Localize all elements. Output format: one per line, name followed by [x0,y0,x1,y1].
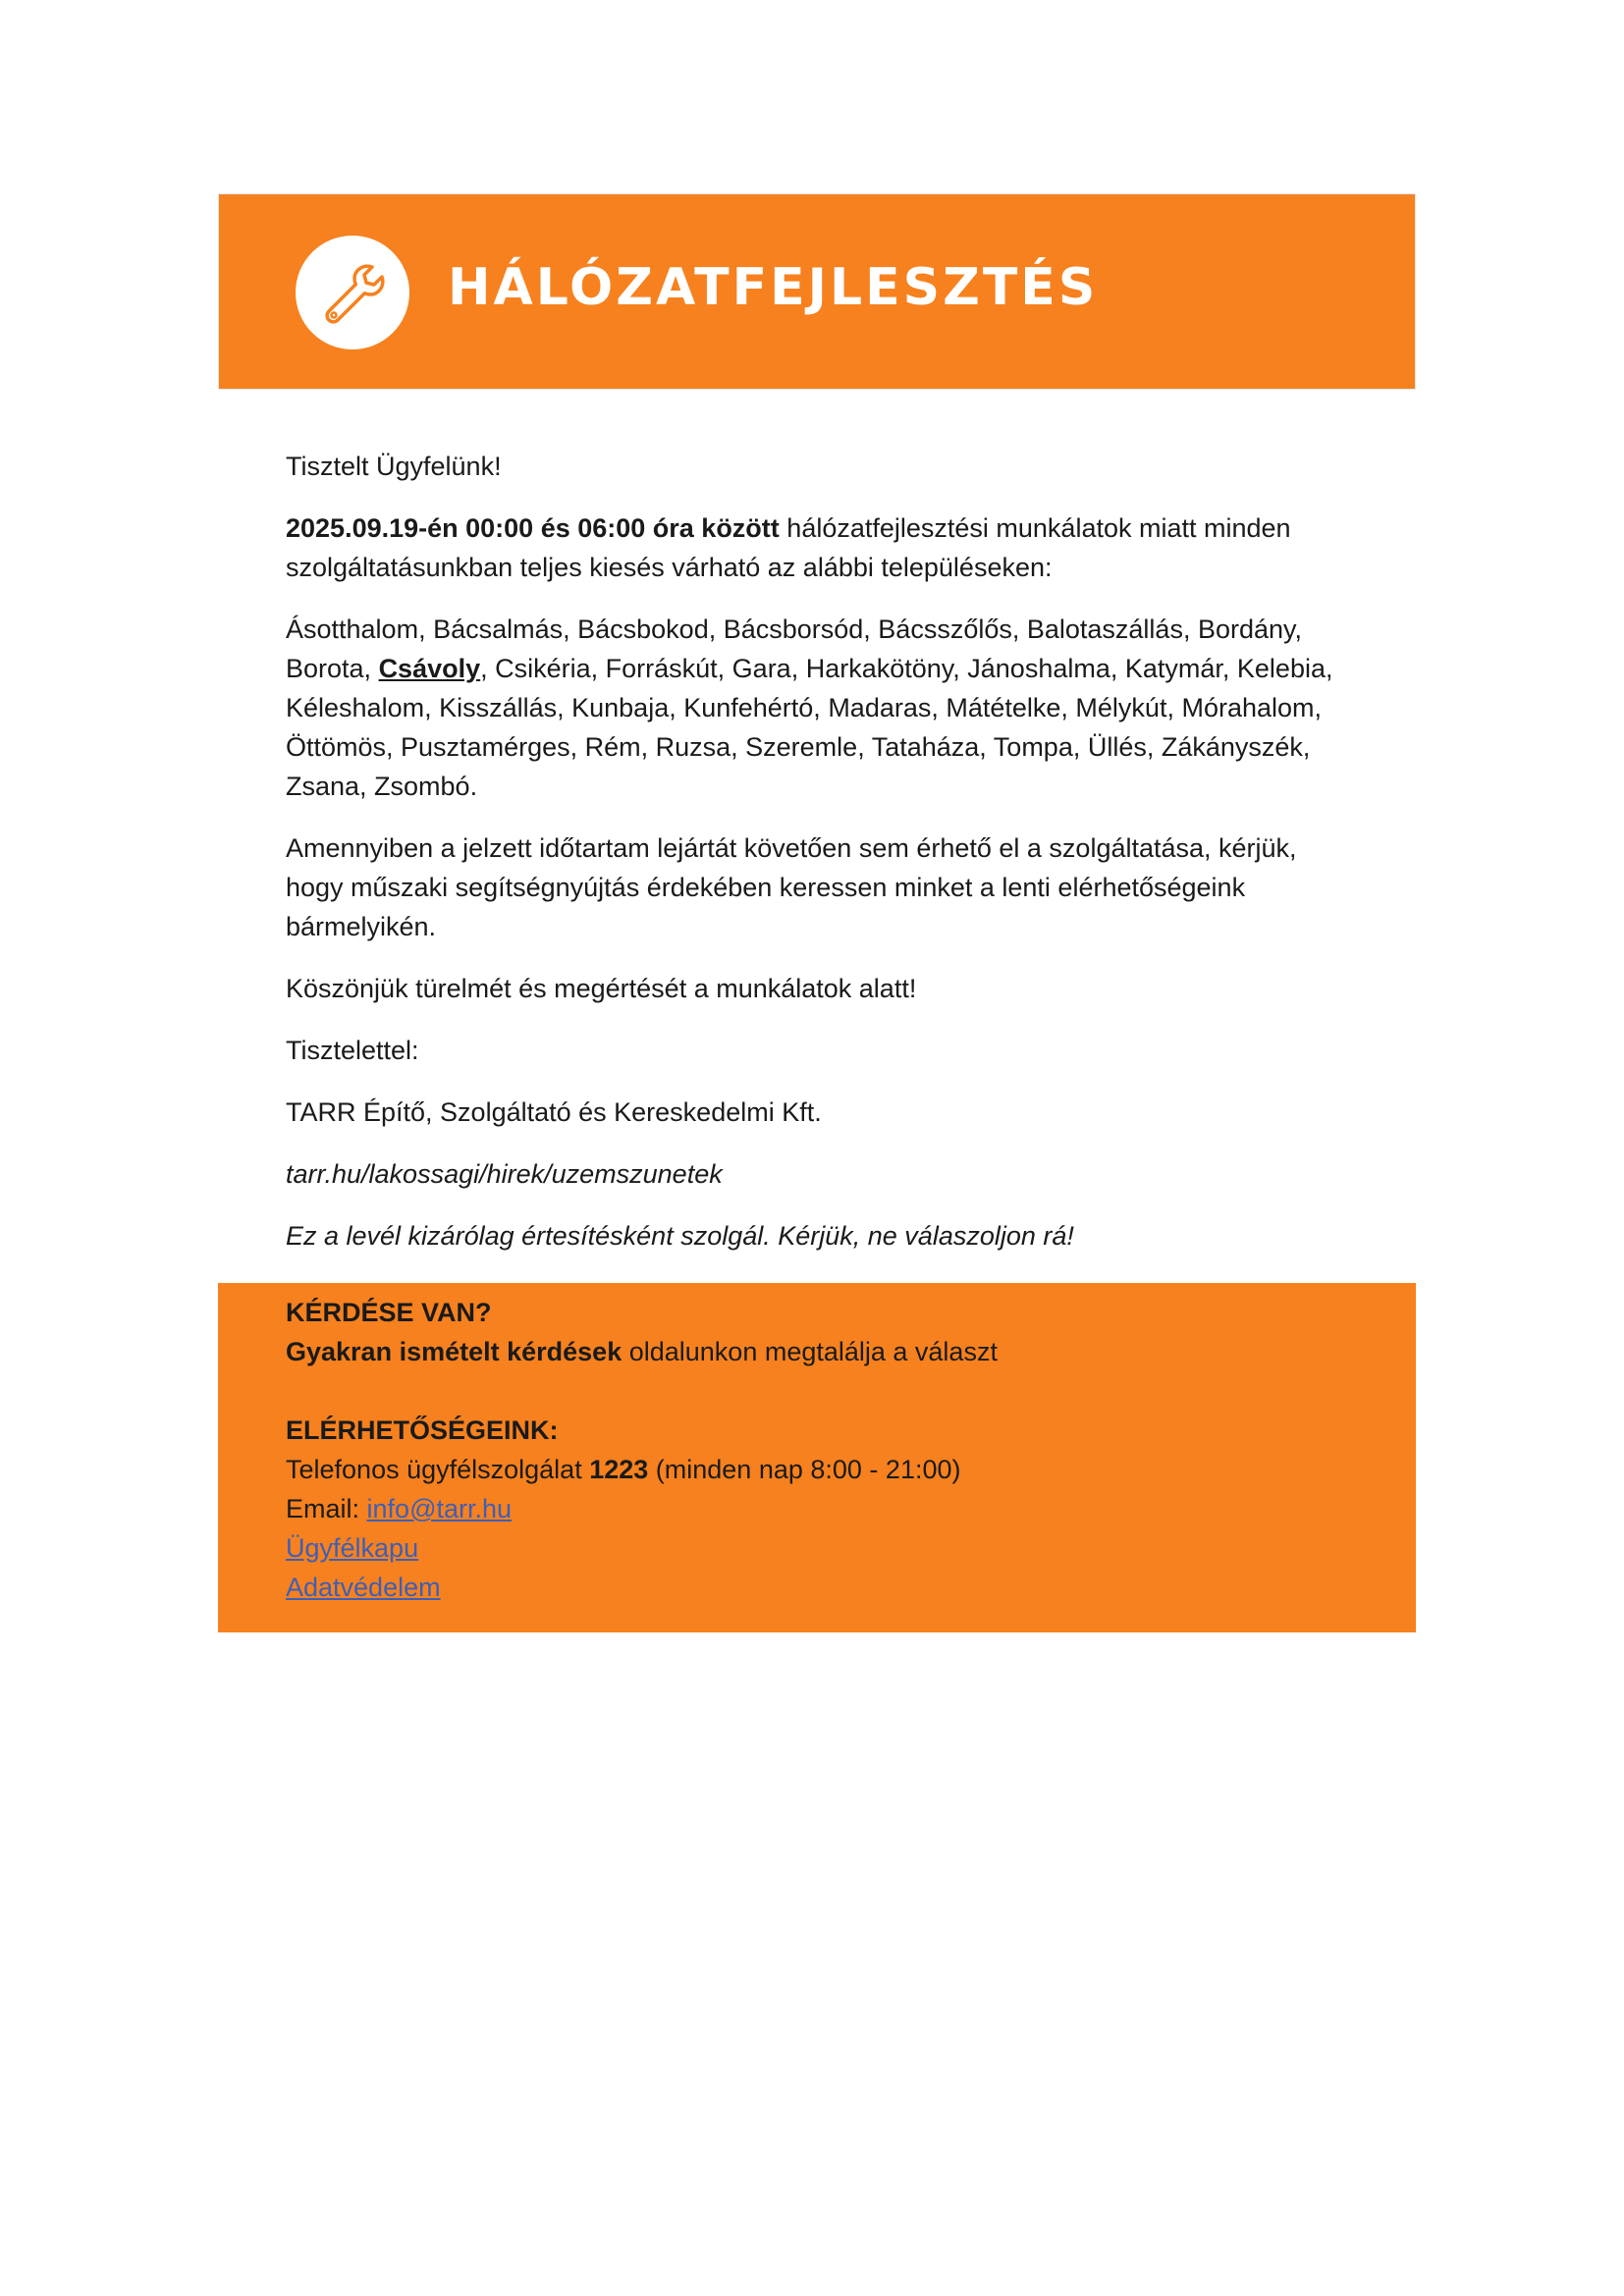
phone-hours: (minden nap 8:00 - 21:00) [648,1455,961,1484]
email-label: Email: [286,1494,367,1523]
phone-line [286,1450,1385,1489]
info-url: tarr.hu/lakossagi/hirek/uzemszunetek [286,1159,723,1189]
settlements-before: Ásotthalom, Bácsalmás, Bácsbokod, Bácsborsód, Bácsszőlős, Balotaszállás, Bordány, Borota, [286,614,1303,683]
outage-date: 2025.09.19-én 00:00 és 06:00 óra között [286,513,780,543]
spacer [286,1371,1385,1411]
wrench-icon [317,257,388,328]
header-banner [218,193,1416,390]
phone-label: Telefonos ügyfélszolgálat [286,1455,590,1484]
company-name: TARR Építő, Szolgáltató és Kereskedelmi Kft. [286,1097,822,1127]
privacy-line [286,1568,1385,1607]
faq-text: oldalunkon megtalálja a választ [622,1337,998,1366]
notice-text: hálózatfejlesztési munkálatok miatt minden szolgáltatásunkban teljes kiesés várható az alábbi településeken: [286,513,1291,582]
settlement-list [286,610,1356,806]
thanks-line: Köszönjük türelmét és megértését a munkálatok alatt! [286,974,917,1003]
footer-box [218,1283,1416,1632]
logo-badge [296,236,409,349]
faq-label: Gyakran ismételt kérdések [286,1337,623,1366]
letter-body [286,447,1356,1278]
email-line [286,1489,1385,1528]
faq-line [286,1332,1385,1371]
support-paragraph: Amennyiben a jelzett időtartam lejártát követően sem érhető el a szolgáltatása, kérjük, hogy műszaki segítségnyújtás érdekében keressen minket a lenti elérhetőségeink bármelyikén. [286,833,1297,941]
contacts-heading: ELÉRHETŐSÉGEINK: [286,1415,559,1445]
banner-title: HÁLÓZATFEJLESZTÉS [448,258,1099,317]
greeting: Tisztelt Ügyfelünk! [286,452,502,481]
customer-portal-link[interactable]: Ügyfélkapu [286,1533,419,1563]
notice-paragraph [286,508,1356,587]
closing-line: Tisztelettel: [286,1036,419,1065]
footer-content [286,1293,1385,1607]
privacy-link[interactable]: Adatvédelem [286,1573,441,1602]
settlement-highlight: Csávoly [378,654,481,683]
phone-number: 1223 [589,1455,649,1484]
email-link[interactable]: info@tarr.hu [366,1494,513,1523]
portal-line [286,1528,1385,1568]
question-heading: KÉRDÉSE VAN? [286,1298,492,1327]
settlements-after: , Csikéria, Forráskút, Gara, Harkakötöny, Jánoshalma, Katymár, Kelebia, Kéleshalom, Kisszállás, Kunbaja, Kunfehértó, Madaras, Mátételke, Mélykút, Mórahalom, Öttömös, Pusztamérges, Rém, Ruzsa, Szeremle, Tataháza, Tompa, Üllés, Zákányszék, Zsana, Zsombó. [286,654,1333,801]
disclaimer: Ez a levél kizárólag értesítésként szolgál. Kérjük, ne válaszoljon rá! [286,1221,1074,1251]
